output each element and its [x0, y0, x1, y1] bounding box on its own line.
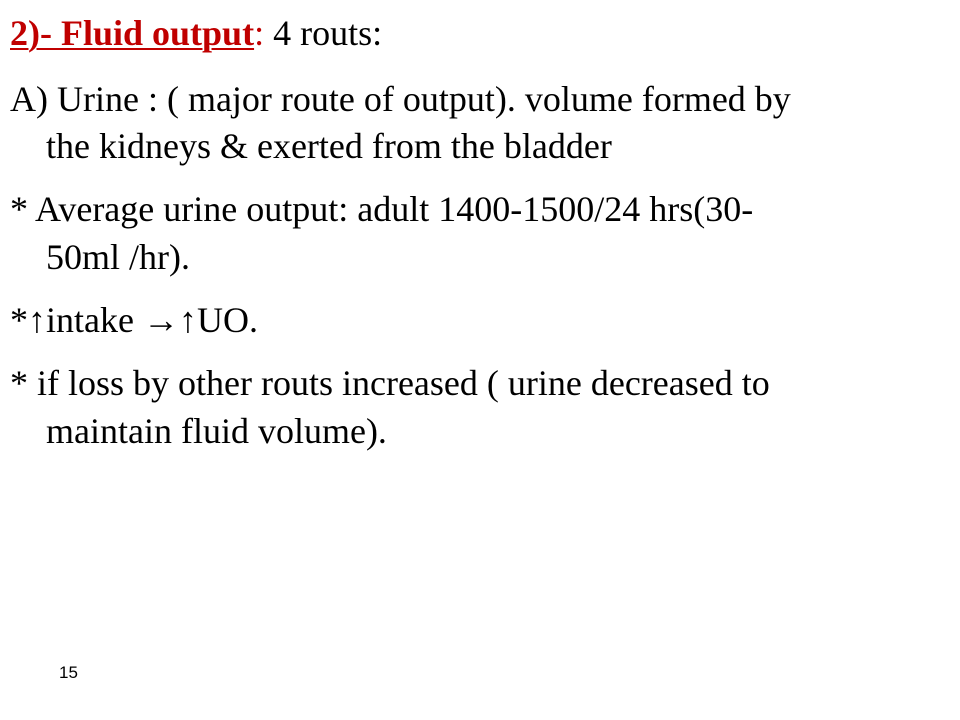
average-output-line-1: * Average urine output: adult 1400-1500/24 hrs(30-	[10, 189, 754, 229]
intake-line: *↑intake →↑UO.	[10, 300, 258, 340]
urine-line-2: the kidneys & exerted from the bladder	[46, 126, 612, 166]
loss-line-1: * if loss by other routs increased ( urine decreased to	[10, 363, 770, 403]
heading-label: 2)- Fluid output	[10, 13, 255, 53]
loss-line-2: maintain fluid volume).	[46, 411, 387, 451]
heading-rest: 4 routs:	[264, 13, 383, 53]
urine-line-1: A) Urine : ( major route of output). volume formed by	[10, 79, 791, 119]
average-output-line-2: 50ml /hr).	[46, 237, 190, 277]
heading-colon: :	[254, 13, 265, 53]
page-number: 15	[59, 663, 78, 682]
slide-heading	[10, 8, 382, 58]
